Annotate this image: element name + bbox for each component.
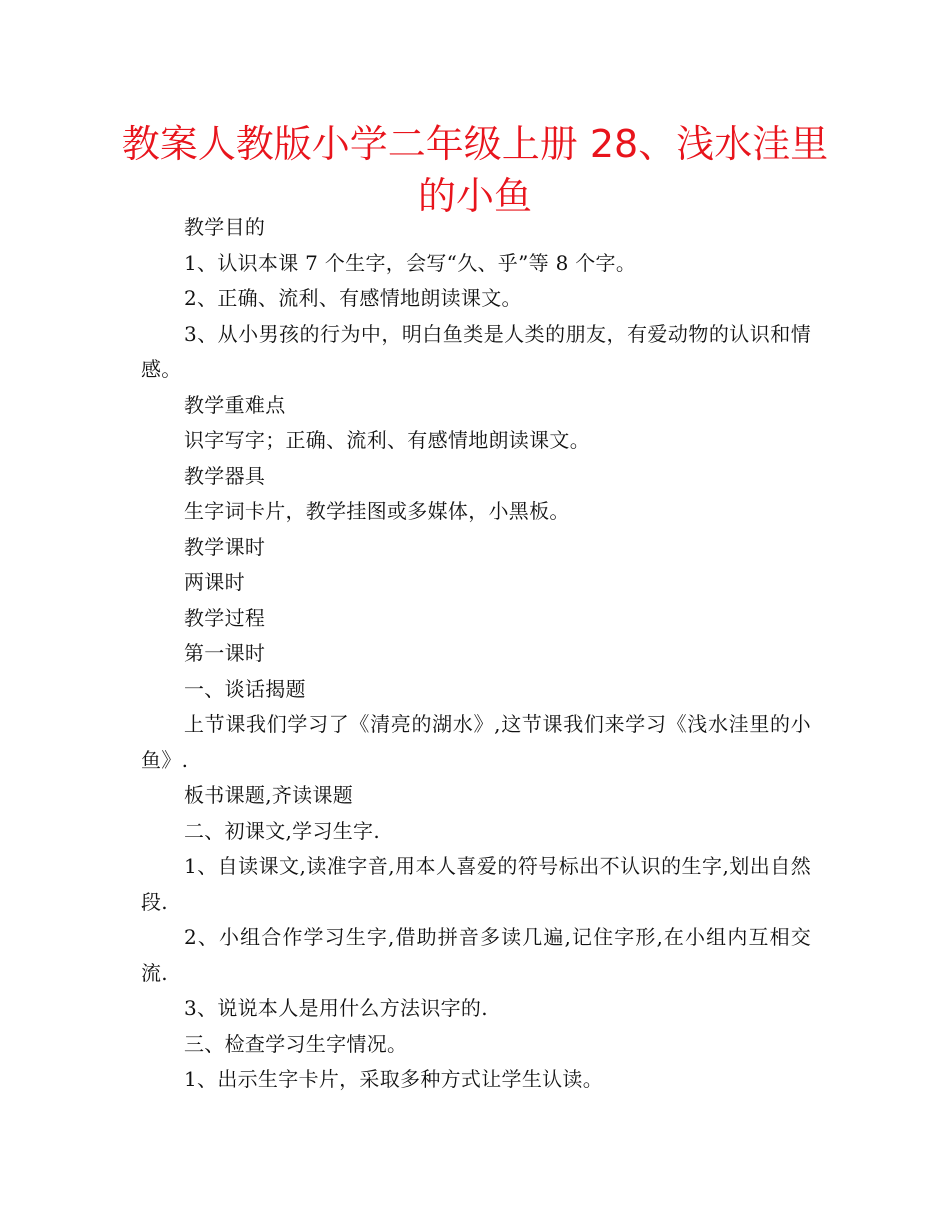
lesson-one-heading: 第一课时: [184, 641, 266, 665]
periods-text: 两课时: [184, 570, 245, 594]
objective-item-2: 2、正确、流利、有感情地朗读课文。: [184, 286, 522, 310]
objective-item-3: 3、从小男孩的行为中，明白鱼类是人类的朋友，有爱动物的认识和情感。: [141, 321, 811, 381]
key-points-text: 识字写字；正确、流利、有感情地朗读课文。: [184, 428, 590, 452]
step-three-item-1: 1、出示生字卡片，采取多种方式让学生认读。: [184, 1067, 604, 1091]
section-heading-periods: 教学课时: [184, 534, 266, 559]
document-title: 教案人教版小学二年级上册 28、浅水洼里的小鱼: [121, 122, 829, 218]
step-two-item-2: 2、小组合作学习生字,借助拼音多读几遍,记住字形,在小组内互相交流.: [141, 925, 811, 985]
section-heading-process: 教学过程: [184, 605, 266, 630]
section-heading-objectives: 教学目的: [184, 215, 266, 239]
tools-text: 生字词卡片，教学挂图或多媒体，小黑板。: [184, 499, 570, 523]
document-body: [141, 210, 811, 1098]
step-one-heading: 一、谈话揭题: [184, 676, 306, 701]
section-heading-key-points: 教学重难点: [184, 392, 286, 417]
step-one-board-text: 板书课题,齐读课题: [184, 783, 354, 807]
step-two-heading: 二、初课文,学习生字.: [184, 818, 381, 843]
step-one-text: 上节课我们学习了《清亮的湖水》,这节课我们来学习《浅水洼里的小鱼》.: [141, 712, 811, 772]
section-heading-tools: 教学器具: [184, 463, 266, 488]
step-two-item-3: 3、说说本人是用什么方法识字的.: [184, 996, 488, 1020]
step-three-heading: 三、检查学习生字情况。: [184, 1031, 408, 1056]
step-two-item-1: 1、自读课文,读准字音,用本人喜爱的符号标出不认识的生字,划出自然段.: [141, 854, 811, 914]
objective-item-1: 1、认识本课 7 个生字，会写“久、乎”等 8 个字。: [184, 250, 637, 275]
